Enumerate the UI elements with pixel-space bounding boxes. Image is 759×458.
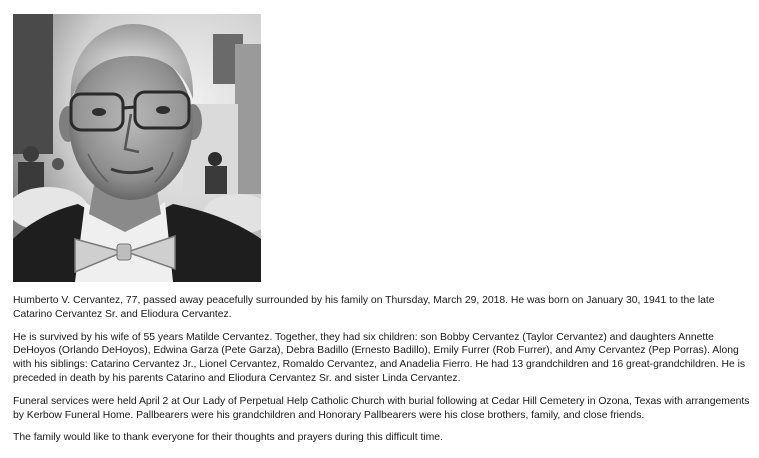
obituary-paragraph-survivors: He is survived by his wife of 55 years Matilde Cervantez. Together, they had six children: son Bobby Cervantez (Taylor Cervantez) and daughters Annette DeHoyos (Orlando DeHoyos), Edwina Garza (Pete Garza), Debra Badillo (Ernesto Badillo), Emily Furrer (Rob Furrer), and Amy Cervantez (Pep Porras). Along with his siblings: Catarino Cervantez Jr., Lionel Cervantez, Romaldo Cervantez, and Anadelia Fierro. He had 13 grandchildren and 16 great-grandchildren. He is preceded in death by his parents Catarino and Eliodura Cervantez Sr. and sister Linda Cervantez. [13,331,746,384]
portrait-photo [13,14,261,282]
obituary-paragraph-thanks: The family would like to thank everyone for their thoughts and prayers during this difficult time. [13,432,443,444]
obituary-paragraph-services: Funeral services were held April 2 at Our Lady of Perpetual Help Catholic Church with burial following at Cedar Hill Cemetery in Ozona, Texas with arrangements by Kerbow Funeral Home. Pallbearers were his grandchildren and Honorary Pallbearers were his close brothers, family, and close friends. [13,395,750,421]
obituary-text [13,294,753,454]
portrait-icon [13,14,261,282]
obituary-paragraph-intro: Humberto V. Cervantez, 77, passed away peacefully surrounded by his family on Thursday, March 29, 2018. He was born on January 30, 1941 to the late Catarino Cervantez Sr. and Eliodura Cervantez. [13,295,715,320]
